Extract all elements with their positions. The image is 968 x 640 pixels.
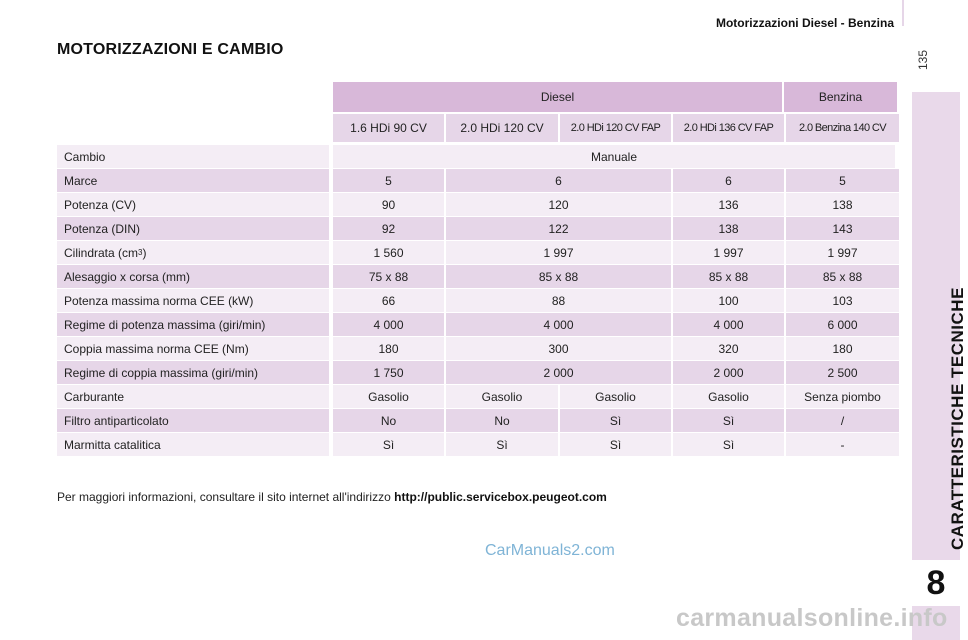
table-cell: 2 000 [446, 361, 671, 384]
table-cell: Gasolio [333, 385, 444, 408]
header-diesel: Diesel [333, 82, 782, 112]
table-cell: 88 [446, 289, 671, 312]
table-cell: No [333, 409, 444, 432]
table-cell: Sì [446, 433, 558, 456]
table-cell: Gasolio [560, 385, 671, 408]
table-row [57, 289, 903, 312]
row-label-text: Cilindrata (cm [64, 245, 139, 260]
table-cell: 320 [673, 337, 784, 360]
engine-header: 2.0 Benzina 140 CV [786, 114, 899, 142]
row-label: Cambio [57, 145, 329, 168]
table-row [57, 361, 903, 384]
table-cell: 138 [673, 217, 784, 240]
table-cell: Sì [560, 409, 671, 432]
servicebox-link[interactable]: http://public.servicebox.peugeot.com [394, 490, 607, 504]
header-benzina: Benzina [784, 82, 897, 112]
table-cell: Sì [560, 433, 671, 456]
superscript: 3 [138, 248, 143, 257]
watermark-site: carmanualsonline.info [676, 604, 948, 632]
table-cell: 300 [446, 337, 671, 360]
engine-header: 2.0 HDi 136 CV FAP [673, 114, 784, 142]
table-row [57, 169, 903, 192]
table-cell: 143 [786, 217, 899, 240]
table-cell: 120 [446, 193, 671, 216]
section-label: CARATTERISTICHE TECNICHE [948, 287, 967, 550]
table-cell: 92 [333, 217, 444, 240]
table-cell: 122 [446, 217, 671, 240]
table-cell: 75 x 88 [333, 265, 444, 288]
page-number: 135 [916, 49, 930, 70]
table-cell: 180 [786, 337, 899, 360]
table-cell: 5 [786, 169, 899, 192]
row-label: Marce [57, 169, 329, 192]
running-header: Motorizzazioni Diesel - Benzina [715, 16, 894, 30]
table-row [57, 337, 903, 360]
table-header-fuel [57, 82, 903, 112]
table-cell: 85 x 88 [446, 265, 671, 288]
engine-header: 2.0 HDi 120 CV FAP [560, 114, 671, 142]
table-cell: 1 997 [673, 241, 784, 264]
engine-header: 2.0 HDi 120 CV [446, 114, 558, 142]
table-cell: Gasolio [446, 385, 558, 408]
engine-spec-table [57, 82, 903, 457]
table-row [57, 313, 903, 336]
header-blank [57, 82, 329, 112]
table-row [57, 193, 903, 216]
row-label [57, 241, 329, 264]
table-cell: 85 x 88 [673, 265, 784, 288]
table-cell: 103 [786, 289, 899, 312]
table-cell: 4 000 [673, 313, 784, 336]
row-label: Alesaggio x corsa (mm) [57, 265, 329, 288]
table-cell: 6 [673, 169, 784, 192]
header-blank [57, 114, 329, 142]
engine-header: 1.6 HDi 90 CV [333, 114, 444, 142]
table-cell: 180 [333, 337, 444, 360]
table-row [57, 217, 903, 240]
row-label: Carburante [57, 385, 329, 408]
row-label: Marmitta catalitica [57, 433, 329, 456]
table-cell: Gasolio [673, 385, 784, 408]
table-cell: No [446, 409, 558, 432]
table-cell: 100 [673, 289, 784, 312]
header-divider [902, 0, 904, 26]
table-cell: 138 [786, 193, 899, 216]
info-text: Per maggiori informazioni, consultare il sito internet all'indirizzo [57, 490, 391, 504]
watermark-logo: CarManuals2.com [485, 542, 615, 559]
table-cell: Sì [673, 433, 784, 456]
row-label: Potenza (DIN) [57, 217, 329, 240]
table-row [57, 409, 903, 432]
table-cell: - [786, 433, 899, 456]
table-cell: 1 560 [333, 241, 444, 264]
table-cell: Senza piombo [786, 385, 899, 408]
table-cell: 85 x 88 [786, 265, 899, 288]
row-label: Regime di coppia massima (giri/min) [57, 361, 329, 384]
table-cell: 6 000 [786, 313, 899, 336]
table-cell: 66 [333, 289, 444, 312]
page-title: MOTORIZZAZIONI E CAMBIO [57, 41, 284, 58]
info-paragraph [57, 490, 607, 504]
table-cell: 1 750 [333, 361, 444, 384]
table-cell: 2 000 [673, 361, 784, 384]
table-cell: 2 500 [786, 361, 899, 384]
row-label: Potenza massima norma CEE (kW) [57, 289, 329, 312]
table-row [57, 241, 903, 264]
table-cell: / [786, 409, 899, 432]
table-cell: 90 [333, 193, 444, 216]
table-cell: Sì [333, 433, 444, 456]
table-cell: 1 997 [786, 241, 899, 264]
table-row [57, 385, 903, 408]
table-cell: 4 000 [446, 313, 671, 336]
row-label-end: ) [142, 245, 147, 260]
row-label: Filtro antiparticolato [57, 409, 329, 432]
table-cell: Sì [673, 409, 784, 432]
chapter-number: 8 [912, 560, 960, 606]
table-cell: Manuale [333, 145, 895, 168]
table-header-engines [57, 114, 903, 142]
table-cell: 4 000 [333, 313, 444, 336]
table-row [57, 265, 903, 288]
row-label: Coppia massima norma CEE (Nm) [57, 337, 329, 360]
table-row [57, 145, 903, 168]
row-label: Regime di potenza massima (giri/min) [57, 313, 329, 336]
table-cell: 1 997 [446, 241, 671, 264]
table-cell: 5 [333, 169, 444, 192]
table-cell: 136 [673, 193, 784, 216]
table-cell: 6 [446, 169, 671, 192]
row-label: Potenza (CV) [57, 193, 329, 216]
table-row [57, 433, 903, 456]
